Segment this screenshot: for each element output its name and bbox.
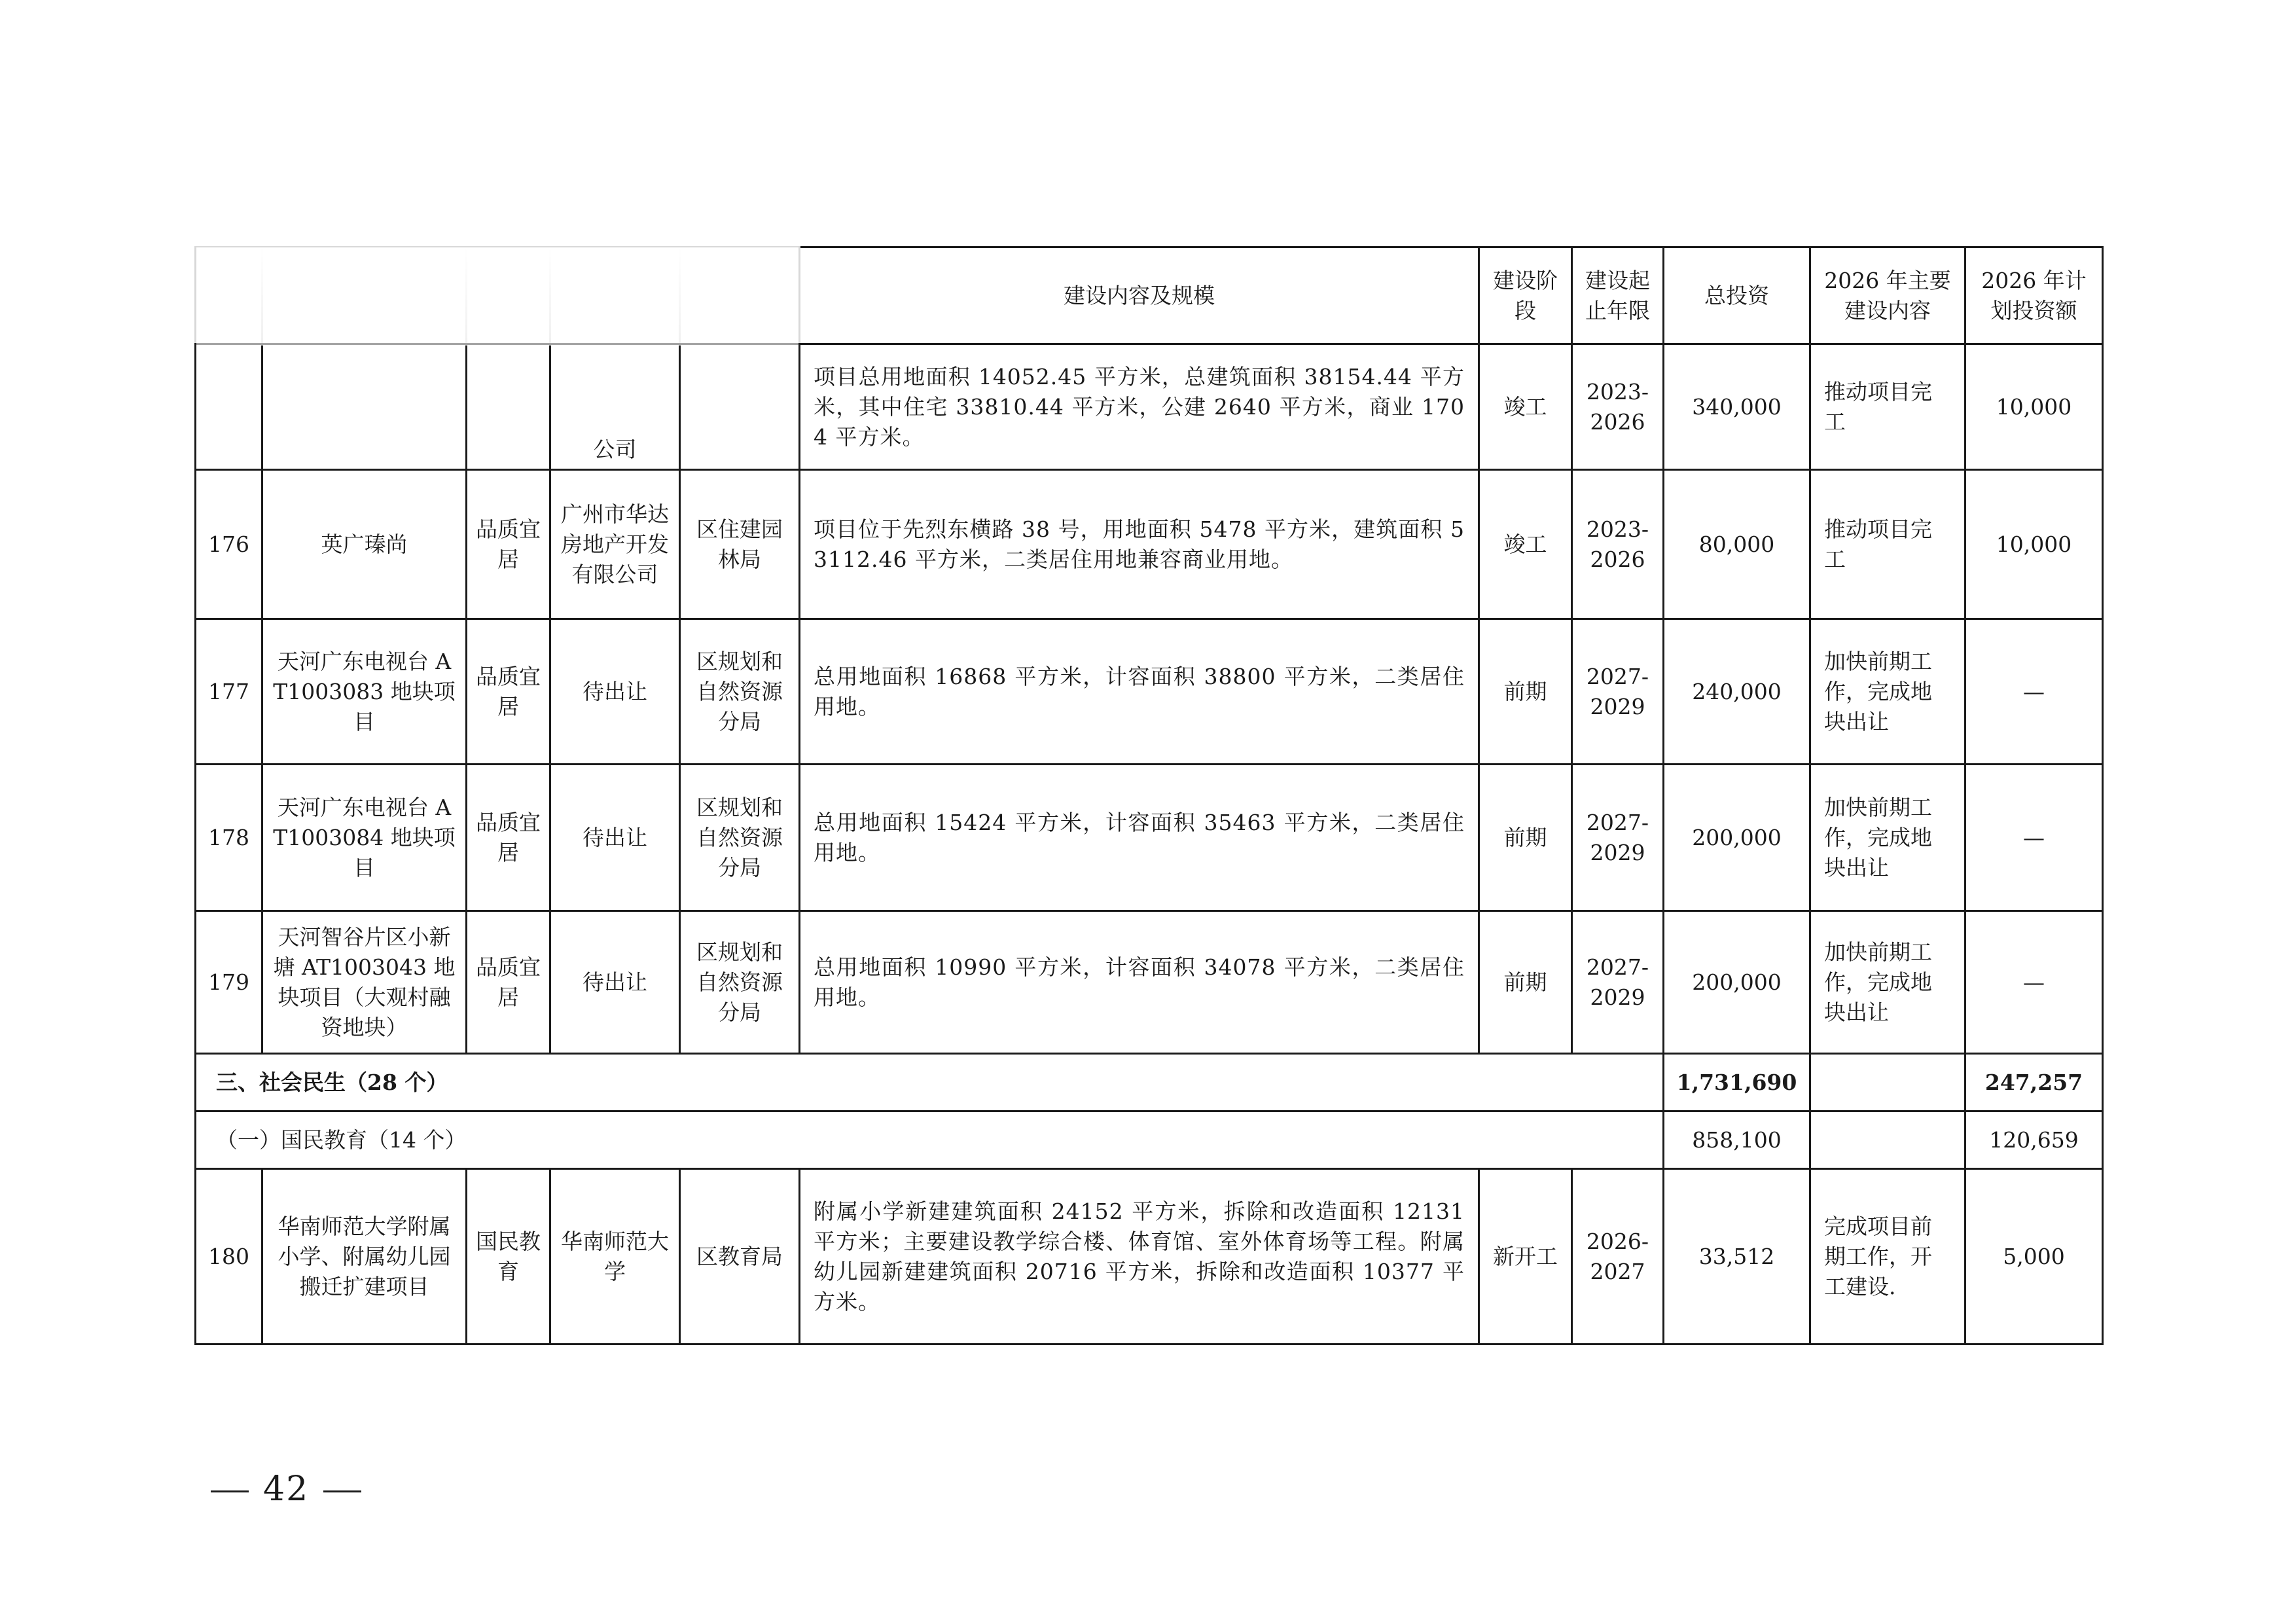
header-amount: 2026 年计划投资额 [1965,247,2103,344]
cell-unit: 待出让 [550,765,680,911]
cell-no: 178 [196,765,262,911]
cell-total: 200,000 [1664,911,1810,1054]
cell-unit: 待出让 [550,619,680,765]
header-blank-unit [550,247,680,344]
cell-stage: 竣工 [1479,344,1572,470]
cell-no: 177 [196,619,262,765]
cell-no [196,344,262,470]
cell-amount: 10,000 [1965,470,2103,619]
cell-amount: — [1965,765,2103,911]
header-blank-category [467,247,550,344]
cell-plan: 完成项目前期工作，开工建设. [1810,1169,1965,1344]
cell-category [467,344,550,470]
cell-unit: 待出让 [550,911,680,1054]
cell-plan: 推动项目完工 [1810,344,1965,470]
cell-amount: 5,000 [1965,1169,2103,1344]
cell-period: 2027-2029 [1572,619,1664,765]
table-row [196,344,2103,470]
cell-name: 华南师范大学附属小学、附属幼儿园搬迁扩建项目 [262,1169,467,1344]
page-number-dash-left [211,1490,249,1492]
subsection-amount: 120,659 [1965,1111,2103,1169]
table-row [196,1169,2103,1344]
header-content: 建设内容及规模 [800,247,1479,344]
cell-category: 品质宜居 [467,470,550,619]
cell-name: 英广瑧尚 [262,470,467,619]
cell-dept [680,344,800,470]
page-number-value: 42 [263,1470,310,1509]
cell-content: 总用地面积 16868 平方米，计容面积 38800 平方米，二类居住用地。 [800,619,1479,765]
table-row [196,619,2103,765]
table-header-row [196,247,2103,344]
header-stage: 建设阶段 [1479,247,1572,344]
cell-dept: 区规划和自然资源分局 [680,765,800,911]
subsection-total: 858,100 [1664,1111,1810,1169]
section-plan-empty [1810,1054,1965,1111]
header-blank-dept [680,247,800,344]
cell-amount: — [1965,619,2103,765]
cell-period: 2023-2026 [1572,470,1664,619]
cell-content: 附属小学新建建筑面积 24152 平方米，拆除和改造面积 12131 平方米；主要建设教学综合楼、体育馆、室外体育场等工程。附属幼儿园新建建筑面积 20716 平方米，拆除和改造面积 10377 平方米。 [800,1169,1479,1344]
cell-content: 总用地面积 10990 平方米，计容面积 34078 平方米，二类居住用地。 [800,911,1479,1054]
header-blank-no [196,247,262,344]
cell-category: 品质宜居 [467,619,550,765]
cell-total: 200,000 [1664,765,1810,911]
cell-plan: 推动项目完工 [1810,470,1965,619]
cell-no: 179 [196,911,262,1054]
cell-total: 33,512 [1664,1169,1810,1344]
table-row [196,765,2103,911]
cell-content: 项目总用地面积 14052.45 平方米，总建筑面积 38154.44 平方米，其中住宅 33810.44 平方米，公建 2640 平方米，商业 1704 平方米。 [800,344,1479,470]
cell-dept: 区教育局 [680,1169,800,1344]
page-number [196,1466,376,1512]
cell-total: 80,000 [1664,470,1810,619]
cell-total: 240,000 [1664,619,1810,765]
cell-unit: 广州市华达房地产开发有限公司 [550,470,680,619]
cell-period: 2027-2029 [1572,911,1664,1054]
cell-stage: 前期 [1479,765,1572,911]
project-table [194,246,2104,1345]
cell-stage: 新开工 [1479,1169,1572,1344]
section-amount: 247,257 [1965,1054,2103,1111]
cell-amount: — [1965,911,2103,1054]
cell-stage: 前期 [1479,619,1572,765]
cell-name: 天河广东电视台 AT1003084 地块项目 [262,765,467,911]
cell-name [262,344,467,470]
table-row [196,470,2103,619]
cell-plan: 加快前期工作，完成地块出让 [1810,619,1965,765]
cell-no: 180 [196,1169,262,1344]
subsection-plan-empty [1810,1111,1965,1169]
table-row [196,911,2103,1054]
cell-stage: 前期 [1479,911,1572,1054]
cell-unit [550,344,680,470]
cell-dept: 区规划和自然资源分局 [680,619,800,765]
cell-category: 国民教育 [467,1169,550,1344]
unit-fragment: 公司 [593,437,637,462]
header-period: 建设起止年限 [1572,247,1664,344]
cell-unit: 华南师范大学 [550,1169,680,1344]
cell-period: 2023-2026 [1572,344,1664,470]
cell-no: 176 [196,470,262,619]
cell-category: 品质宜居 [467,765,550,911]
section-label: 三、社会民生（28 个） [196,1054,1664,1111]
header-plan: 2026 年主要建设内容 [1810,247,1965,344]
cell-dept: 区住建园林局 [680,470,800,619]
section-row [196,1054,2103,1111]
cell-name: 天河智谷片区小新塘 AT1003043 地块项目（大观村融资地块） [262,911,467,1054]
cell-period: 2027-2029 [1572,765,1664,911]
cell-stage: 竣工 [1479,470,1572,619]
subsection-label: （一）国民教育（14 个） [196,1111,1664,1169]
cell-plan: 加快前期工作，完成地块出让 [1810,911,1965,1054]
cell-name: 天河广东电视台 AT1003083 地块项目 [262,619,467,765]
cell-content: 总用地面积 15424 平方米，计容面积 35463 平方米，二类居住用地。 [800,765,1479,911]
cell-plan: 加快前期工作，完成地块出让 [1810,765,1965,911]
header-blank-name [262,247,467,344]
cell-content: 项目位于先烈东横路 38 号，用地面积 5478 平方米，建筑面积 53112.46 平方米，二类居住用地兼容商业用地。 [800,470,1479,619]
section-total: 1,731,690 [1664,1054,1810,1111]
page-number-dash-right [323,1490,361,1492]
subsection-row [196,1111,2103,1169]
header-total: 总投资 [1664,247,1810,344]
cell-amount: 10,000 [1965,344,2103,470]
cell-dept: 区规划和自然资源分局 [680,911,800,1054]
cell-category: 品质宜居 [467,911,550,1054]
cell-period: 2026-2027 [1572,1169,1664,1344]
cell-total: 340,000 [1664,344,1810,470]
